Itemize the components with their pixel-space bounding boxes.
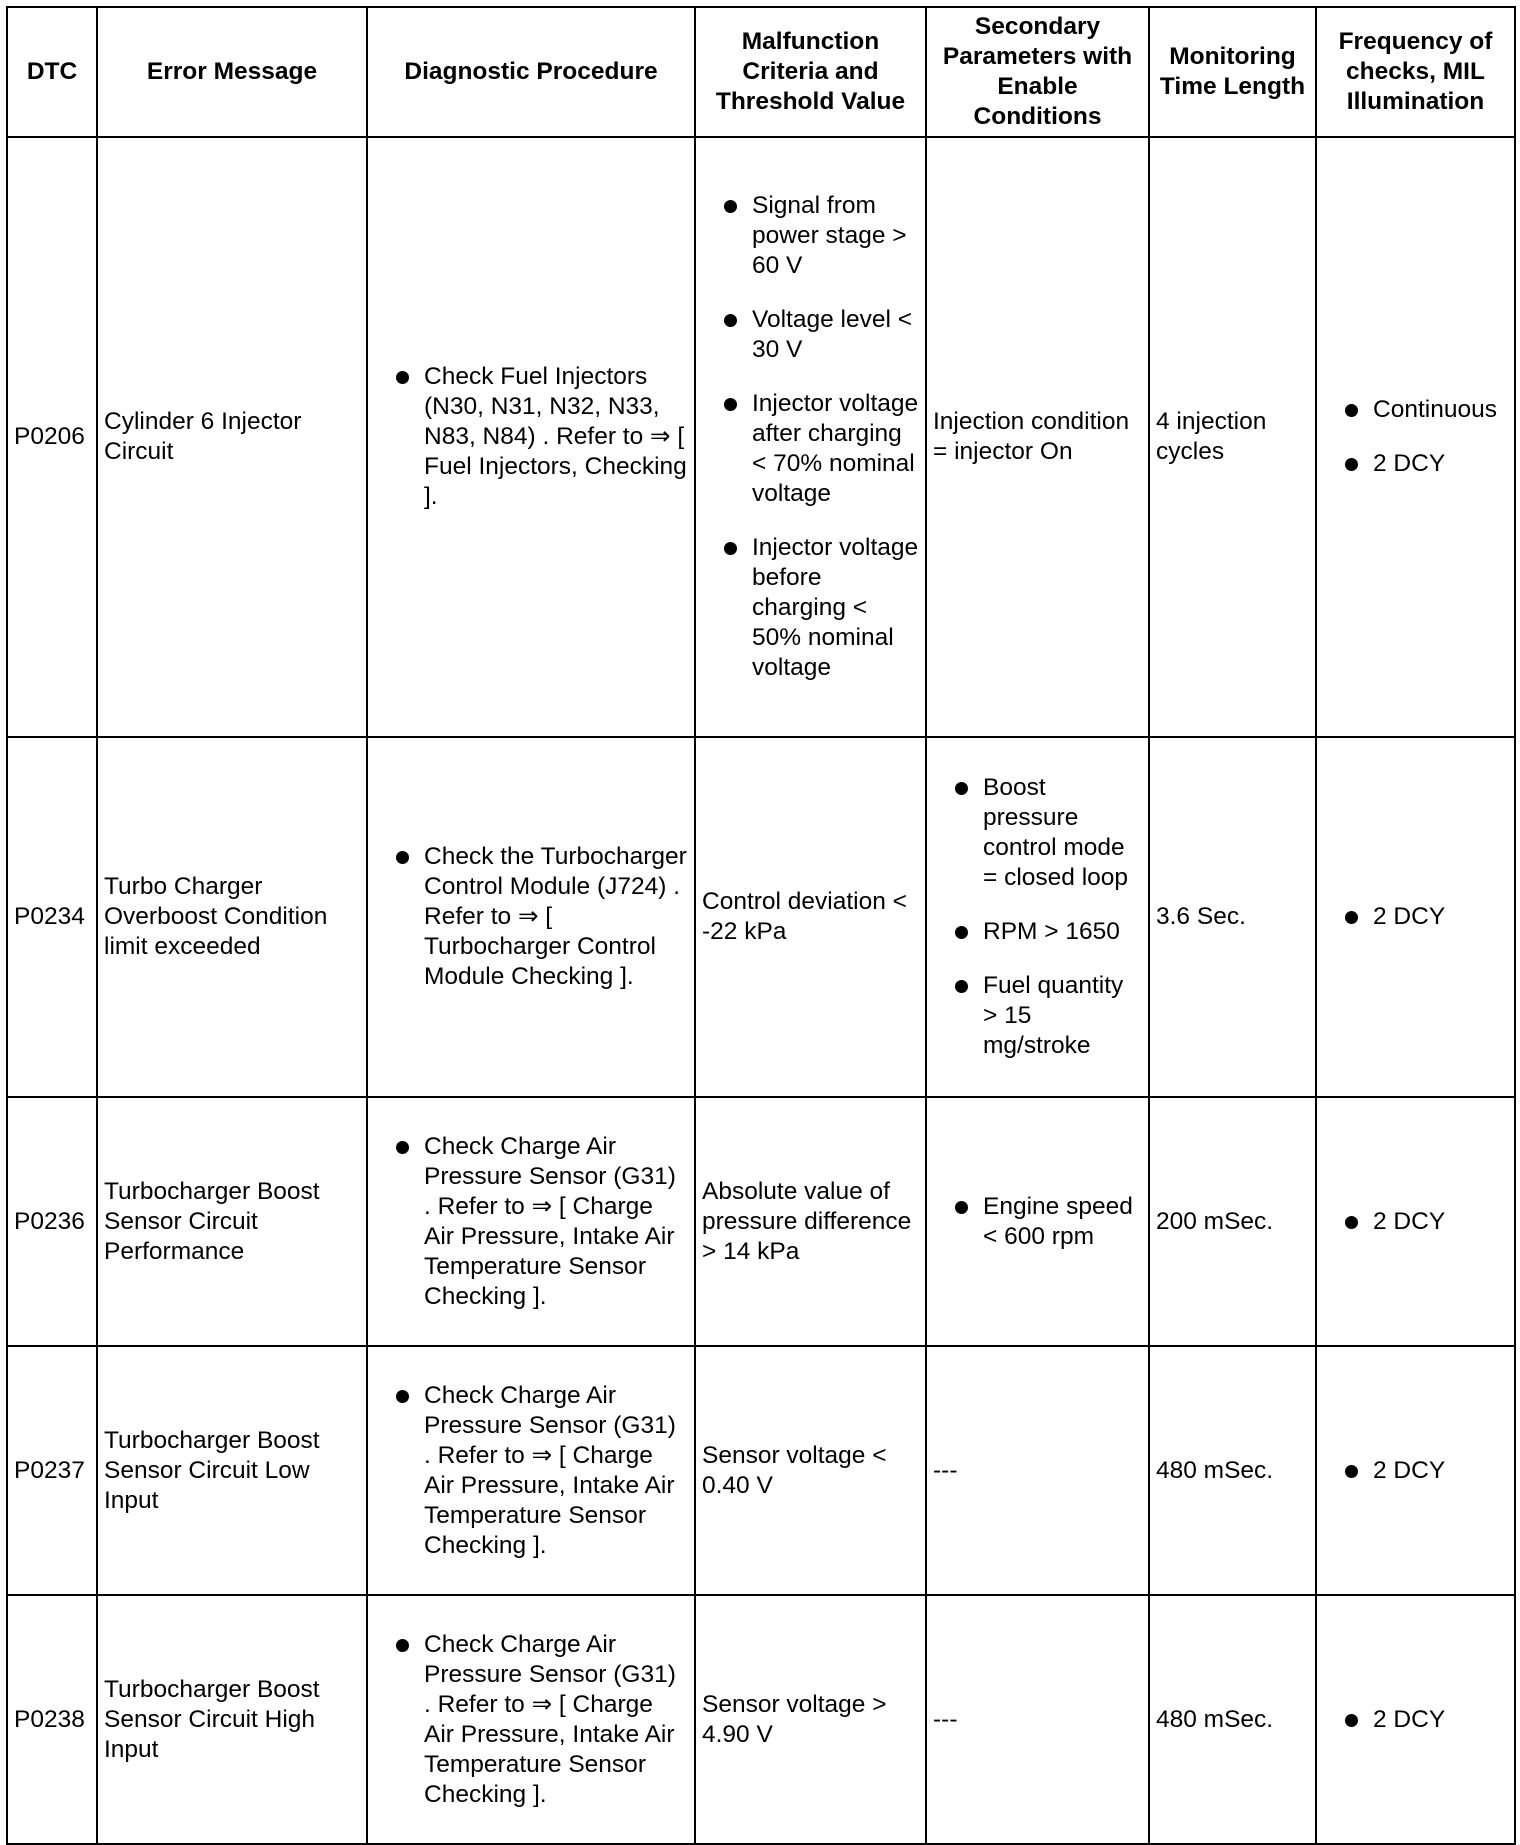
dtc-code: P0238 xyxy=(7,1595,97,1844)
table-row xyxy=(7,1595,1515,1844)
list-item: RPM > 1650 xyxy=(933,917,1142,947)
header-diagnostic-procedure: Diagnostic Procedure xyxy=(367,7,695,137)
monitoring-time: 480 mSec. xyxy=(1149,1595,1316,1844)
error-message: Turbocharger Boost Sensor Circuit High Input xyxy=(97,1595,367,1844)
dtc-document xyxy=(6,6,1514,1832)
dtc-code: P0206 xyxy=(7,137,97,737)
header-dtc: DTC xyxy=(7,7,97,137)
error-message: Turbocharger Boost Sensor Circuit Low Input xyxy=(97,1346,367,1595)
diagnostic-procedure xyxy=(367,1097,695,1346)
header-error-message: Error Message xyxy=(97,7,367,137)
monitoring-time: 200 mSec. xyxy=(1149,1097,1316,1346)
table-row xyxy=(7,1346,1515,1595)
dtc-code: P0237 xyxy=(7,1346,97,1595)
header-malfunction-criteria: Malfunction Criteria and Threshold Value xyxy=(695,7,926,137)
malfunction-criteria: Control deviation < -22 kPa xyxy=(695,737,926,1097)
diagnostic-procedure xyxy=(367,137,695,737)
list-item: Engine speed < 600 rpm xyxy=(933,1192,1142,1252)
diagnostic-procedure xyxy=(367,1346,695,1595)
secondary-parameters: --- xyxy=(926,1595,1149,1844)
list-item: Signal from power stage > 60 V xyxy=(702,191,919,281)
list-item: Injector voltage before charging < 50% nominal voltage xyxy=(702,533,919,683)
list-item: Check Charge Air Pressure Sensor (G31) . Refer to ⇒ [ Charge Air Pressure, Intake Air Temperature Sensor Checking ]. xyxy=(374,1132,688,1312)
frequency xyxy=(1316,137,1515,737)
table-row xyxy=(7,137,1515,737)
list-item: Continuous xyxy=(1323,395,1508,425)
secondary-parameters xyxy=(926,737,1149,1097)
secondary-parameters: Injection condition = injector On xyxy=(926,137,1149,737)
header-row xyxy=(7,7,1515,137)
error-message: Cylinder 6 Injector Circuit xyxy=(97,137,367,737)
monitoring-time: 480 mSec. xyxy=(1149,1346,1316,1595)
diagnostic-procedure xyxy=(367,737,695,1097)
malfunction-criteria: Sensor voltage < 0.40 V xyxy=(695,1346,926,1595)
list-item: 2 DCY xyxy=(1323,449,1508,479)
list-item: Boost pressure control mode = closed loop xyxy=(933,773,1142,893)
list-item: Fuel quantity > 15 mg/stroke xyxy=(933,971,1142,1061)
header-monitoring-time: Monitoring Time Length xyxy=(1149,7,1316,137)
list-item: Injector voltage after charging < 70% nominal voltage xyxy=(702,389,919,509)
monitoring-time: 3.6 Sec. xyxy=(1149,737,1316,1097)
malfunction-criteria xyxy=(695,137,926,737)
list-item: Check Charge Air Pressure Sensor (G31) . Refer to ⇒ [ Charge Air Pressure, Intake Air Temperature Sensor Checking ]. xyxy=(374,1381,688,1561)
list-item: Check Fuel Injectors (N30, N31, N32, N33, N83, N84) . Refer to ⇒ [ Fuel Injectors, Checking ]. xyxy=(374,362,688,512)
secondary-parameters xyxy=(926,1097,1149,1346)
secondary-parameters: --- xyxy=(926,1346,1149,1595)
frequency xyxy=(1316,1097,1515,1346)
diagnostic-procedure xyxy=(367,1595,695,1844)
dtc-code: P0236 xyxy=(7,1097,97,1346)
dtc-code: P0234 xyxy=(7,737,97,1097)
list-item: 2 DCY xyxy=(1323,1705,1508,1735)
list-item: 2 DCY xyxy=(1323,1456,1508,1486)
table-row xyxy=(7,737,1515,1097)
header-frequency: Frequency of checks, MIL Illumination xyxy=(1316,7,1515,137)
dtc-table xyxy=(6,6,1516,1845)
header-secondary-parameters: Secondary Parameters with Enable Conditions xyxy=(926,7,1149,137)
frequency xyxy=(1316,1346,1515,1595)
error-message: Turbo Charger Overboost Condition limit exceeded xyxy=(97,737,367,1097)
list-item: 2 DCY xyxy=(1323,1207,1508,1237)
malfunction-criteria: Absolute value of pressure difference > 14 kPa xyxy=(695,1097,926,1346)
list-item: Check Charge Air Pressure Sensor (G31) . Refer to ⇒ [ Charge Air Pressure, Intake Air Temperature Sensor Checking ]. xyxy=(374,1630,688,1810)
frequency xyxy=(1316,1595,1515,1844)
table-row xyxy=(7,1097,1515,1346)
monitoring-time: 4 injection cycles xyxy=(1149,137,1316,737)
list-item: Check the Turbocharger Control Module (J724) . Refer to ⇒ [ Turbocharger Control Module Checking ]. xyxy=(374,842,688,992)
malfunction-criteria: Sensor voltage > 4.90 V xyxy=(695,1595,926,1844)
list-item: 2 DCY xyxy=(1323,902,1508,932)
frequency xyxy=(1316,737,1515,1097)
list-item: Voltage level < 30 V xyxy=(702,305,919,365)
error-message: Turbocharger Boost Sensor Circuit Performance xyxy=(97,1097,367,1346)
